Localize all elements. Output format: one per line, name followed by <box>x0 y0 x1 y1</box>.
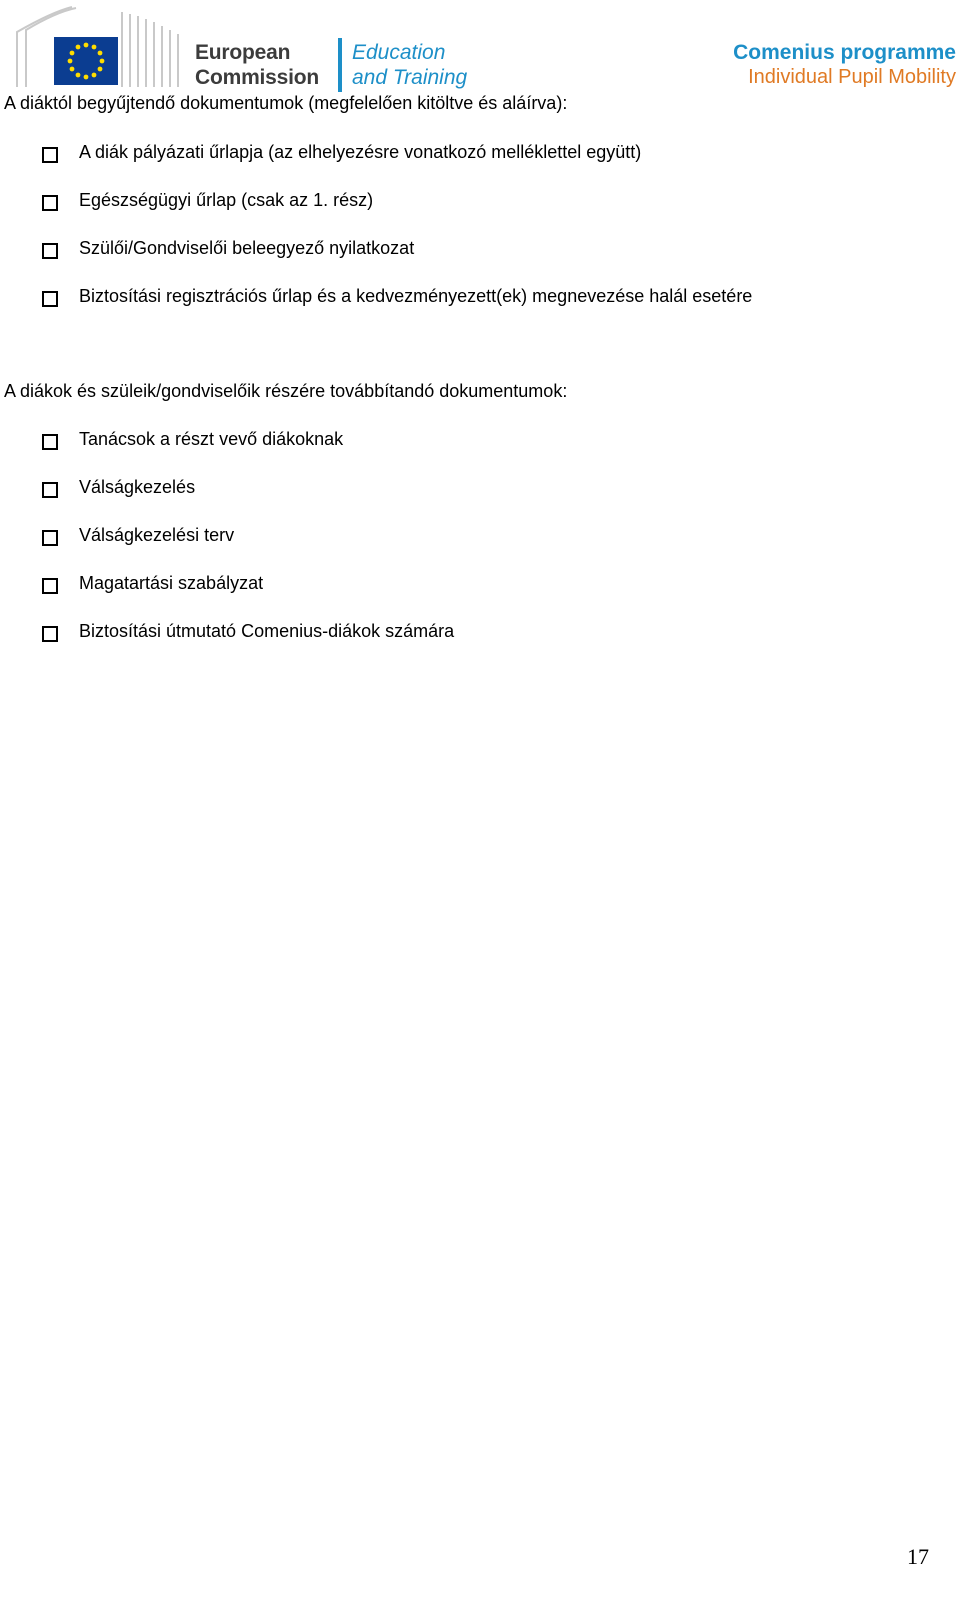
checklist-item-label: Egészségügyi űrlap (csak az 1. rész) <box>79 190 374 210</box>
european-commission-wordmark: European Commission <box>195 41 320 89</box>
section1-heading: A diáktól begyűjtendő dokumentumok (megfelelően kitöltve és aláírva): <box>4 93 568 113</box>
page-header <box>0 0 960 100</box>
page-number: 17 <box>907 1544 929 1569</box>
checkbox-icon[interactable] <box>42 243 58 259</box>
checklist-item-label: Biztosítási regisztrációs űrlap és a kedvezményezett(ek) megnevezése halál esetére <box>79 286 753 306</box>
individual-pupil-mobility-subtitle: Individual Pupil Mobility <box>748 66 956 88</box>
checklist-item-label: Biztosítási útmutató Comenius-diákok számára <box>79 621 455 641</box>
checkbox-icon[interactable] <box>42 578 58 594</box>
checkbox-icon[interactable] <box>42 482 58 498</box>
checkbox-icon[interactable] <box>42 291 58 307</box>
logo-divider <box>338 38 342 92</box>
checklist-item-label: Szülői/Gondviselői beleegyező nyilatkozat <box>79 238 415 258</box>
section2-heading: A diákok és szüleik/gondviselőik részére továbbítandó dokumentumok: <box>4 381 568 401</box>
european-commission-logo <box>12 2 188 92</box>
checkbox-icon[interactable] <box>42 195 58 211</box>
comenius-programme-title: Comenius programme <box>733 41 956 64</box>
checklist-item-label: A diák pályázati űrlapja (az elhelyezésre vonatkozó melléklettel együtt) <box>79 142 642 162</box>
checklist-item-label: Válságkezelési terv <box>79 525 235 545</box>
checkbox-icon[interactable] <box>42 147 58 163</box>
education-training-wordmark: Education and Training <box>352 41 468 89</box>
checklist-item-label: Válságkezelés <box>79 477 196 497</box>
checkbox-icon[interactable] <box>42 434 58 450</box>
checklist-item-label: Magatartási szabályzat <box>79 573 264 593</box>
checkbox-icon[interactable] <box>42 530 58 546</box>
checklist-item-label: Tanácsok a részt vevő diákoknak <box>79 429 344 449</box>
checkbox-icon[interactable] <box>42 626 58 642</box>
